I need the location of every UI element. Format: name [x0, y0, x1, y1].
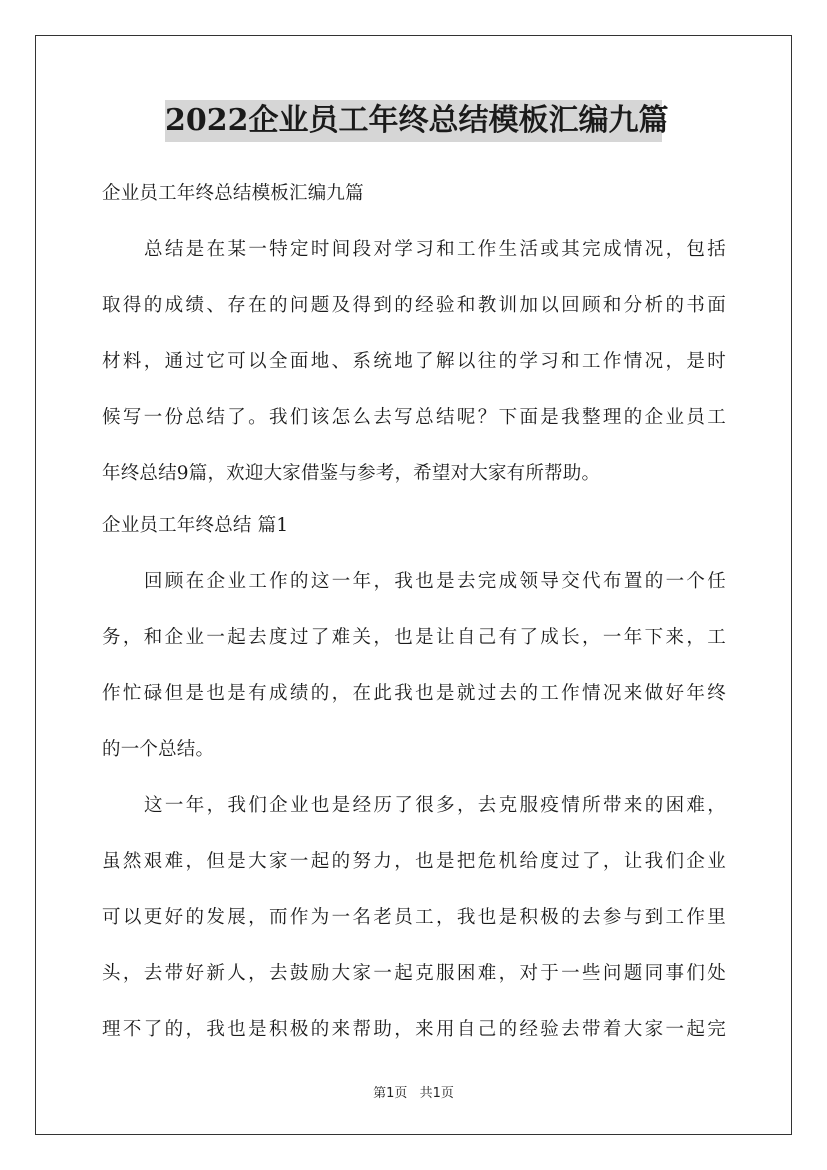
paragraph-line: 可以更好的发展，而作为一名老员工，我也是积极的去参与到工作里: [102, 907, 726, 928]
paragraph-line: 的一个总结。: [102, 739, 215, 760]
paragraph-line: 这一年，我们企业也是经历了很多，去克服疫情所带来的困难，: [144, 795, 726, 816]
paragraph-line: 材料，通过它可以全面地、系统地了解以往的学习和工作情况，是时: [102, 351, 726, 372]
paragraph-line: 理不了的，我也是积极的来帮助，来用自己的经验去带着大家一起完: [102, 1019, 726, 1040]
document-title: 2022企业员工年终总结模板汇编九篇: [165, 100, 662, 142]
document-body: [102, 172, 726, 1064]
paragraph-line: 务，和企业一起去度过了难关，也是让自己有了成长，一年下来，工: [102, 627, 726, 648]
paragraph-line: 年终总结9篇，欢迎大家借鉴与参考，希望对大家有所帮助。: [102, 463, 601, 484]
paragraph-line: 总结是在某一特定时间段对学习和工作生活或其完成情况，包括: [144, 239, 726, 260]
section-heading: 企业员工年终总结 篇1: [102, 515, 289, 536]
page-footer: [0, 1082, 827, 1101]
paragraph-line: 取得的成绩、存在的问题及得到的经验和教训加以回顾和分析的书面: [102, 295, 726, 316]
page-number-current: 第1页: [373, 1086, 408, 1101]
paragraph-line: 虽然艰难，但是大家一起的努力，也是把危机给度过了，让我们企业: [102, 851, 726, 872]
paragraph-line: 头，去带好新人，去鼓励大家一起克服困难，对于一些问题同事们处: [102, 963, 726, 984]
page-number-total: 共1页: [419, 1086, 454, 1101]
paragraph-line: 候写一份总结了。我们该怎么去写总结呢？下面是我整理的企业员工: [102, 407, 726, 428]
subtitle-line: 企业员工年终总结模板汇编九篇: [102, 183, 364, 204]
paragraph-line: 回顾在企业工作的这一年，我也是去完成领导交代布置的一个任: [144, 571, 726, 592]
paragraph-line: 作忙碌但是也是有成绩的，在此我也是就过去的工作情况来做好年终: [102, 683, 726, 704]
